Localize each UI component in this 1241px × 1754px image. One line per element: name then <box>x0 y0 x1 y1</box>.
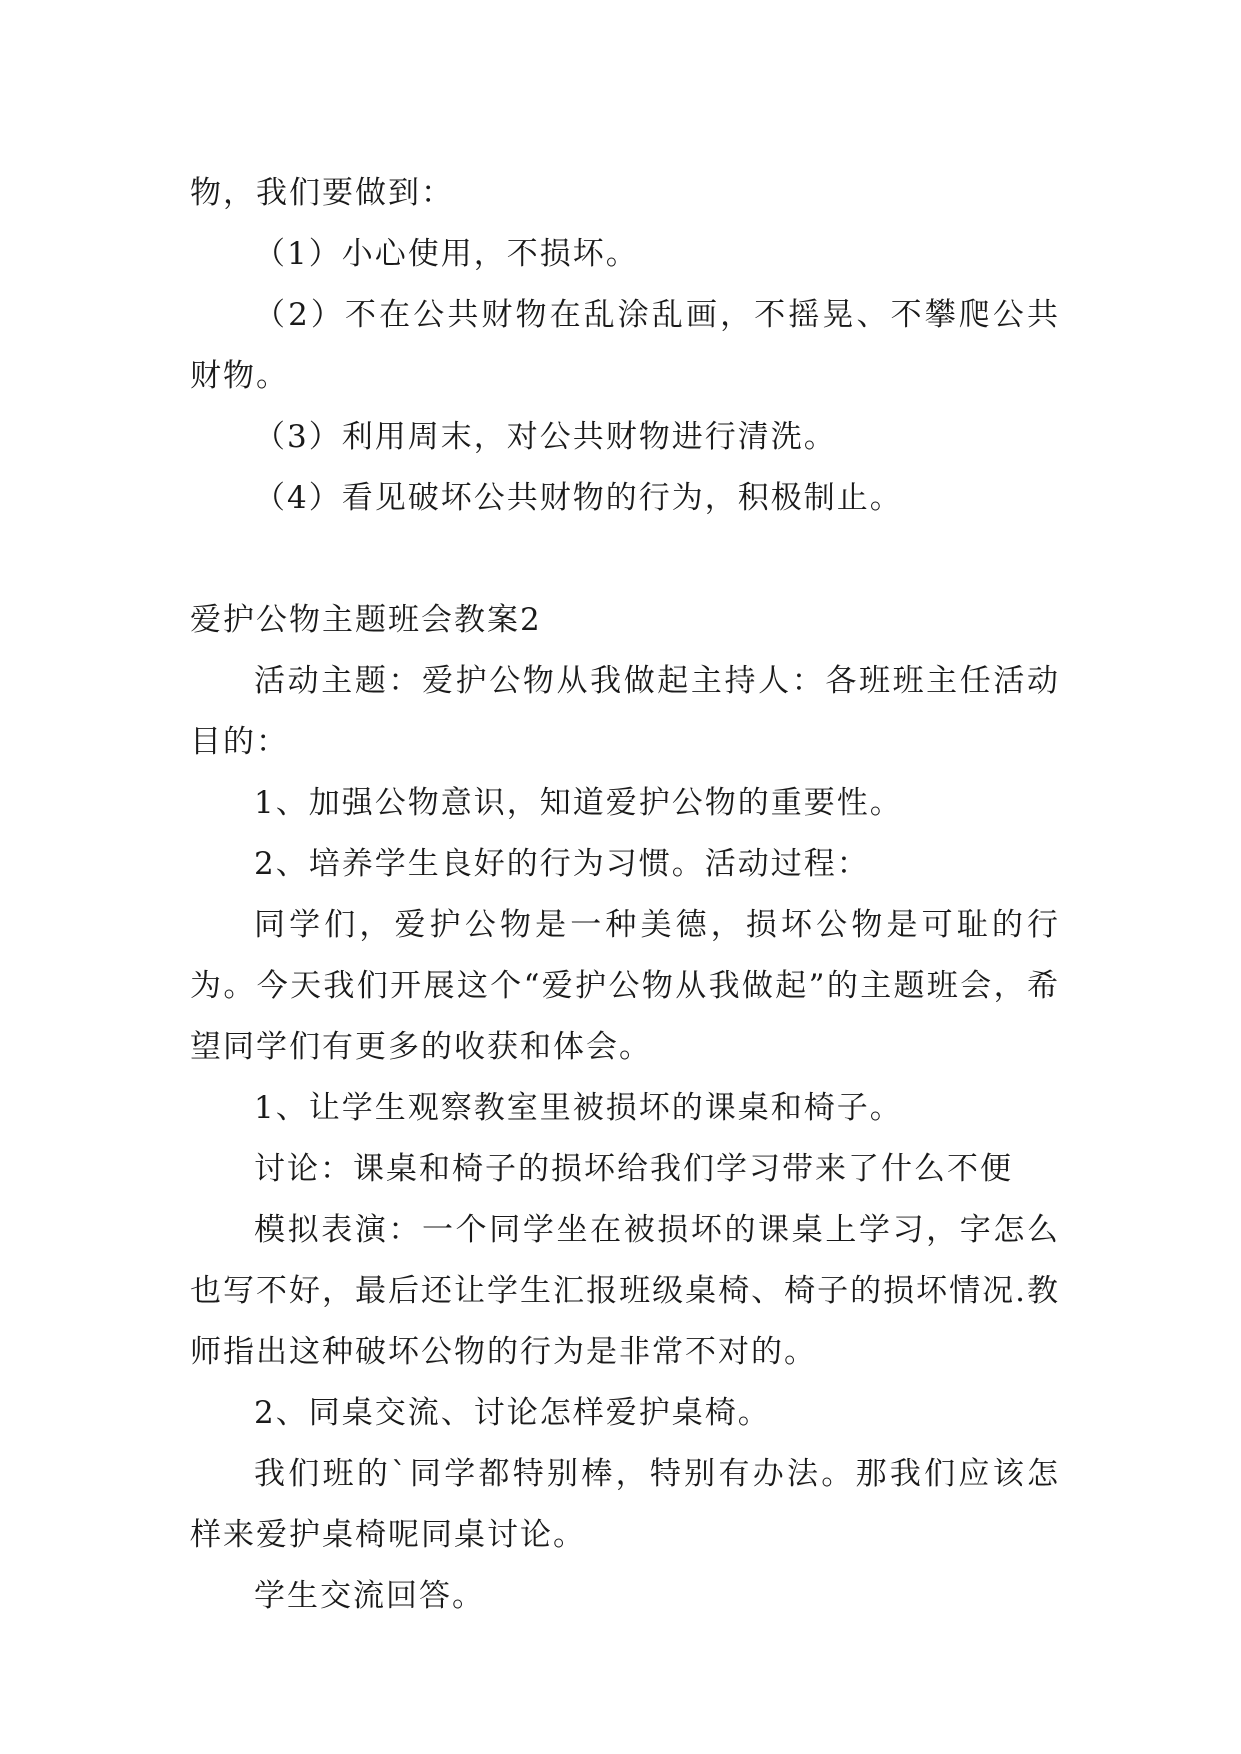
paragraph-activity-theme: 活动主题：爱护公物从我做起主持人：各班班主任活动目的： <box>190 663 1060 760</box>
list-item-2: （2）不在公共财物在乱涂乱画，不摇晃、不攀爬公共财物。 <box>190 297 1060 394</box>
paragraph-goal-1: 1、加强公物意识，知道爱护公物的重要性。 <box>254 785 903 821</box>
list-item-3: （3）利用周末，对公共财物进行清洗。 <box>254 419 837 455</box>
list-item-4: （4）看见破坏公共财物的行为，积极制止。 <box>254 480 903 516</box>
paragraph-class-praise: 我们班的`同学都特别棒，特别有办法。那我们应该怎样来爱护桌椅呢同桌讨论。 <box>190 1456 1060 1553</box>
paragraph-role-play: 模拟表演：一个同学坐在被损坏的课桌上学习，字怎么也写不好，最后还让学生汇报班级桌椅、椅子的损坏情况.教师指出这种破坏公物的行为是非常不对的。 <box>190 1212 1060 1370</box>
paragraph-discussion: 讨论：课桌和椅子的损坏给我们学习带来了什么不便 <box>254 1151 1013 1187</box>
paragraph-student-answer: 学生交流回答。 <box>254 1578 485 1614</box>
paragraph-step-2: 2、同桌交流、讨论怎样爱护桌椅。 <box>254 1395 771 1431</box>
paragraph-intro: 物，我们要做到： <box>190 175 454 211</box>
list-item-1: （1）小心使用，不损坏。 <box>254 236 639 272</box>
section-title: 爱护公物主题班会教案2 <box>190 602 542 638</box>
paragraph-step-1: 1、让学生观察教室里被损坏的课桌和椅子。 <box>254 1090 903 1126</box>
paragraph-intro-speech: 同学们，爱护公物是一种美德，损坏公物是可耻的行为。今天我们开展这个“爱护公物从我做起”的主题班会，希望同学们有更多的收获和体会。 <box>190 907 1060 1065</box>
document-body <box>190 163 1060 1627</box>
paragraph-goal-2: 2、培养学生良好的行为习惯。活动过程： <box>254 846 870 882</box>
